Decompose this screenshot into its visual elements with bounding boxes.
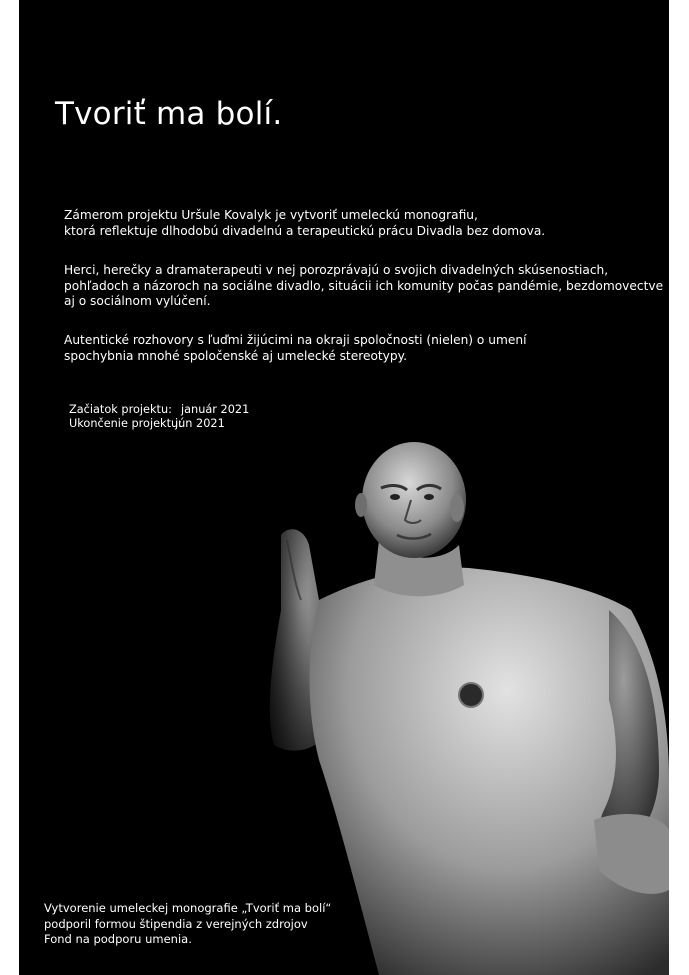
project-end-label: Ukončenie projektu: bbox=[69, 417, 182, 430]
intro-paragraph bbox=[64, 208, 545, 239]
credit-line: Vytvorenie umeleckej monografie „Tvoriť ma bolí“ bbox=[44, 901, 332, 915]
poster bbox=[19, 0, 669, 975]
paragraph-line: aj o sociálnom vylúčení. bbox=[64, 294, 211, 308]
paragraph-line: Autentické rozhovory s ľuďmi žijúcimi na okraji spoločnosti (nielen) o umení bbox=[64, 333, 527, 347]
participants-paragraph bbox=[64, 263, 663, 310]
poster-title: Tvoriť ma bolí. bbox=[55, 96, 283, 132]
project-start-label: Začiatok projektu: bbox=[69, 403, 172, 416]
funding-credit bbox=[44, 901, 331, 948]
paragraph-line: Herci, herečky a dramaterapeuti v nej porozprávajú o svojich divadelných skúsenostiach, bbox=[64, 263, 609, 277]
performer-photo bbox=[19, 0, 669, 975]
paragraph-line: pohľadoch a názoroch na sociálne divadlo, situácii ich komunity počas pandémie, bezdomovectve bbox=[64, 278, 664, 293]
project-start bbox=[69, 403, 250, 417]
credit-line: podporil formou štipendia z verejných zdrojov bbox=[44, 916, 308, 931]
project-end-value: jún 2021 bbox=[175, 417, 225, 430]
paragraph-line: Zámerom projektu Uršule Kovalyk je vytvoriť umeleckú monografiu, bbox=[64, 208, 478, 222]
paragraph-line: ktorá reflektuje dlhodobú divadelnú a terapeutickú prácu Divadla bez domova. bbox=[64, 223, 546, 238]
interviews-paragraph bbox=[64, 333, 526, 364]
paragraph-line: spochybnia mnohé spoločenské aj umelecké stereotypy. bbox=[64, 348, 407, 363]
project-end bbox=[69, 417, 225, 431]
project-start-value: január 2021 bbox=[181, 403, 250, 416]
credit-line: Fond na podporu umenia. bbox=[44, 932, 192, 946]
